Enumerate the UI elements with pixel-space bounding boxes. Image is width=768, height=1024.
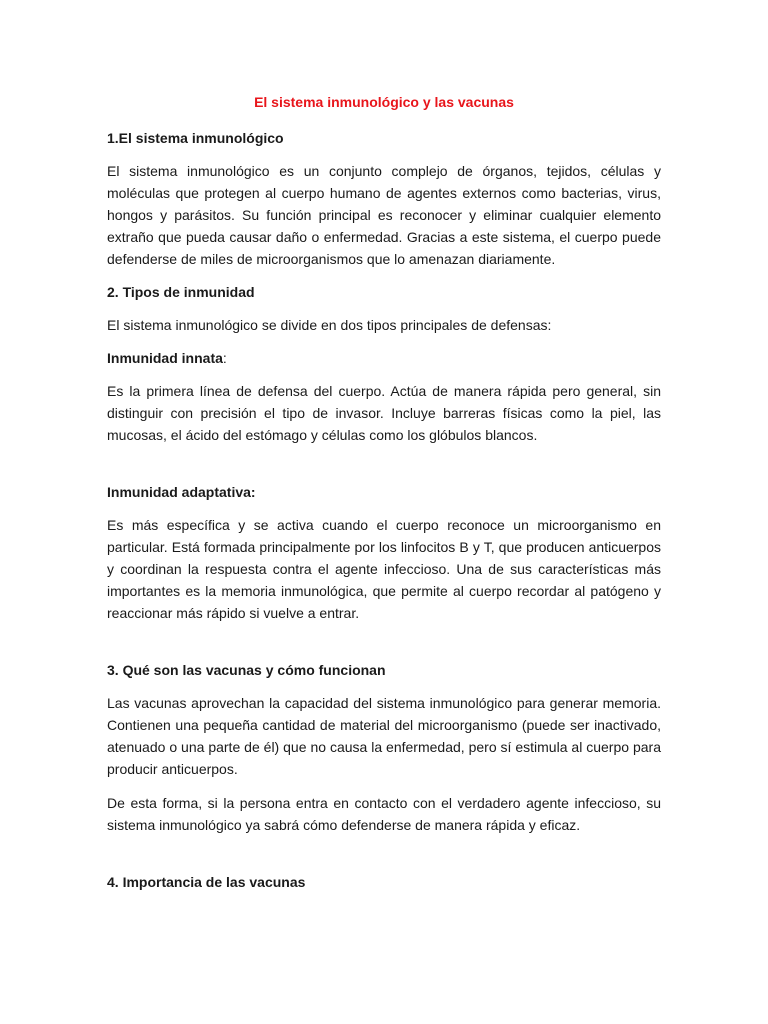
paragraph-immunity-intro: El sistema inmunológico se divide en dos tipos principales de defensas: <box>107 317 552 333</box>
section-heading-vaccines: 3. Qué son las vacunas y cómo funcionan <box>107 662 386 678</box>
section-heading-immune-system: 1.El sistema inmunológico <box>107 130 284 146</box>
document-title: El sistema inmunológico y las vacunas <box>254 94 514 110</box>
paragraph-innate: Es la primera línea de defensa del cuerpo. Actúa de manera rápida pero general, sin distinguir con precisión el tipo de invasor. Incluye barreras físicas como la piel, las mucosas, el ácido del estómago y células como los glóbulos blancos. <box>107 383 661 443</box>
paragraph-immune-system: El sistema inmunológico es un conjunto complejo de órganos, tejidos, células y moléculas que protegen al cuerpo humano de agentes externos como bacterias, virus, hongos y parásitos. Su función principal es reconocer y eliminar cualquier elemento extraño que pueda causar daño o enfermedad. Gracias a este sistema, el cuerpo puede defenderse de miles de microorganismos que lo amenazan diariamente. <box>107 163 661 267</box>
document-page <box>107 92 661 904</box>
paragraph-vaccines-1: Las vacunas aprovechan la capacidad del sistema inmunológico para generar memoria. Contienen una pequeña cantidad de material del microorganismo (puede ser inactivado, atenuado o una parte de él) que no causa la enfermedad, pero sí estimula al cuerpo para producir anticuerpos. <box>107 695 661 777</box>
adaptive-label: Inmunidad adaptativa: <box>107 484 256 500</box>
section-heading-importance: 4. Importancia de las vacunas <box>107 874 306 890</box>
blank-line <box>107 636 661 660</box>
section-heading-immunity-types: 2. Tipos de inmunidad <box>107 284 255 300</box>
subheading-adaptive <box>107 482 661 502</box>
paragraph-vaccines-2: De esta forma, si la persona entra en contacto con el verdadero agente infeccioso, su sistema inmunológico ya sabrá cómo defenderse de manera rápida y eficaz. <box>107 795 661 833</box>
blank-line <box>107 848 661 872</box>
blank-line <box>107 458 661 482</box>
paragraph-adaptive: Es más específica y se activa cuando el cuerpo reconoce un microorganismo en particular. Está formada principalmente por los linfocitos B y T, que producen anticuerpos y coordinan la respuesta contra el agente infeccioso. Una de sus características más importantes es la memoria inmunológica, que permite al cuerpo recordar al patógeno y reaccionar más rápido si vuelve a entrar. <box>107 517 661 621</box>
innate-label: Inmunidad innata <box>107 350 223 366</box>
subheading-innate <box>107 348 661 368</box>
innate-colon: : <box>222 350 227 366</box>
